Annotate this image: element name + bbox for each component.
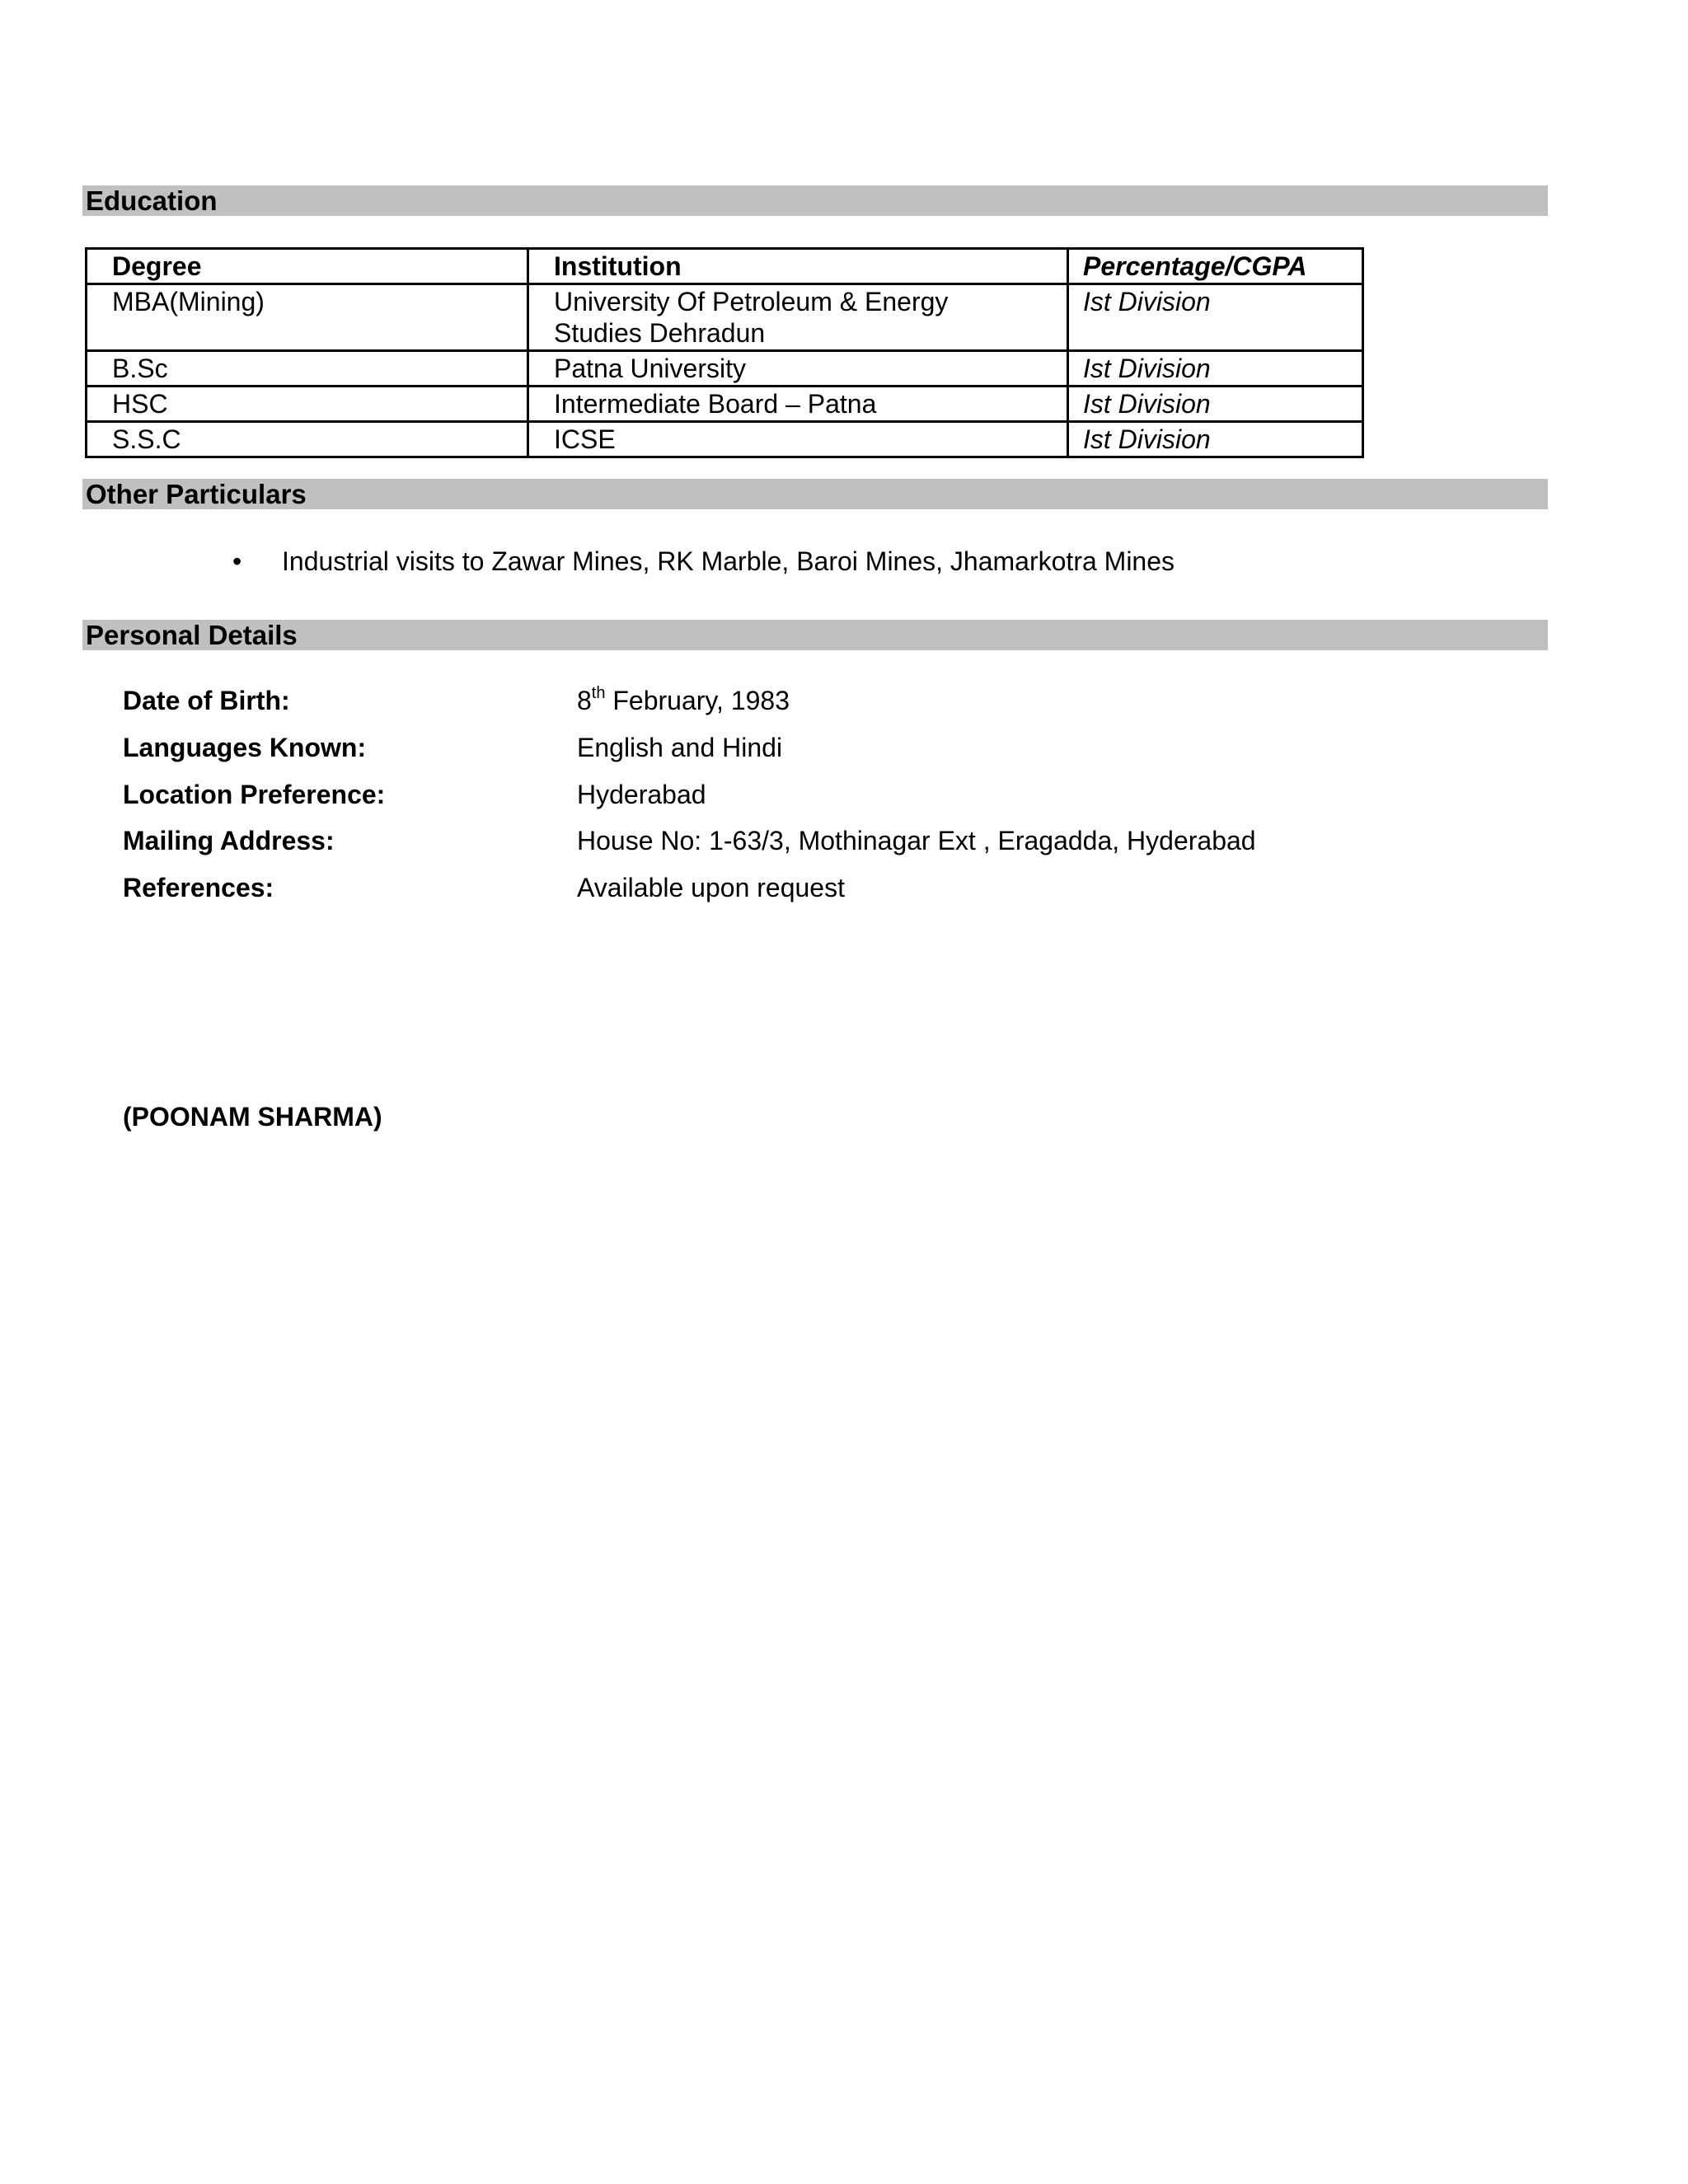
location-value: Hyderabad [577, 780, 706, 809]
personal-details-section-bar [82, 620, 1548, 650]
education-table [85, 247, 1364, 458]
result-cell: Ist Division [1068, 422, 1363, 457]
education-heading: Education [86, 185, 218, 216]
references-value: Available upon request [577, 873, 845, 902]
table-row [87, 387, 1363, 422]
dob-suffix: th [591, 684, 606, 702]
degree-cell: B.Sc [87, 351, 528, 387]
other-particulars-heading: Other Particulars [86, 479, 307, 509]
column-header-institution: Institution [528, 249, 1068, 284]
degree-cell: S.S.C [87, 422, 528, 457]
list-item [232, 546, 1175, 577]
references-label: References: [123, 873, 274, 902]
dob-value [577, 686, 790, 716]
dob-day: 8 [577, 686, 592, 715]
dob-rest: February, 1983 [605, 686, 790, 715]
institution-cell: ICSE [528, 422, 1068, 457]
list-item-text: Industrial visits to Zawar Mines, RK Marble, Baroi Mines, Jhamarkotra Mines [282, 546, 1175, 576]
institution-cell [528, 284, 1068, 351]
result-cell: Ist Division [1068, 284, 1363, 351]
languages-label: Languages Known: [123, 733, 367, 762]
column-header-percentage: Percentage/CGPA [1068, 249, 1363, 284]
address-value: House No: 1-63/3, Mothinagar Ext , Eragadda, Hyderabad [577, 826, 1256, 855]
education-section-bar [82, 185, 1548, 216]
dob-label: Date of Birth: [123, 686, 290, 715]
location-label: Location Preference: [123, 780, 386, 809]
institution-line: Studies Dehradun [554, 318, 766, 348]
result-cell: Ist Division [1068, 387, 1363, 422]
result-cell: Ist Division [1068, 351, 1363, 387]
languages-value: English and Hindi [577, 733, 783, 762]
signature-name: (POONAM SHARMA) [123, 1102, 382, 1132]
table-row [87, 284, 1363, 351]
personal-details-heading: Personal Details [86, 620, 298, 650]
degree-cell: MBA(Mining) [87, 284, 528, 351]
institution-line: University Of Petroleum & Energy [554, 287, 949, 316]
institution-cell: Patna University [528, 351, 1068, 387]
table-row [87, 422, 1363, 457]
table-header-row [87, 249, 1363, 284]
degree-cell: HSC [87, 387, 528, 422]
bullet-icon: • [232, 546, 242, 576]
table-row [87, 351, 1363, 387]
address-label: Mailing Address: [123, 826, 335, 855]
column-header-degree: Degree [87, 249, 528, 284]
institution-cell: Intermediate Board – Patna [528, 387, 1068, 422]
